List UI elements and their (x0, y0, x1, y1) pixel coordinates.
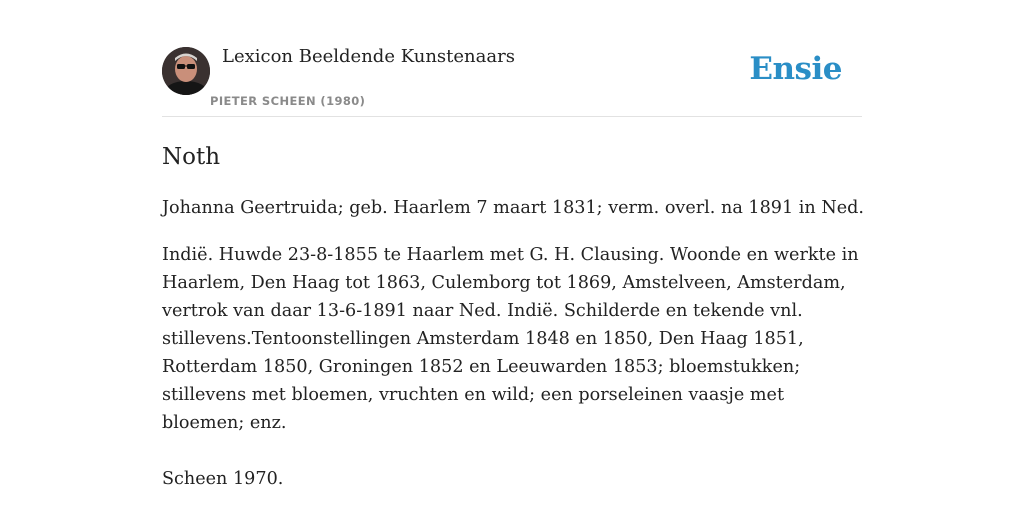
entry-paragraph-1: Johanna Geertruida; geb. Haarlem 7 maart 1831; verm. overl. na 1891 in Ned. (162, 198, 864, 218)
entry-paragraph-2: Indië. Huwde 23-8-1855 te Haarlem met G. H. Clausing. Woonde en werkte in Haarlem, Den Haag tot 1863, Culemborg tot 1869, Amstelveen, Amsterdam, vertrok van daar 13-6-1891 naar Ned. Indië. Schilderde en tekende vnl. stillevens.Tentoonstellingen Amsterdam 1848 en 1850, Den Haag 1851, Rotterdam 1850, Groningen 1852 en Leeuwarden 1853; bloemstukken; stillevens met bloemen, vruchten en wild; een porseleinen vaasje met bloemen; enz. (162, 245, 859, 433)
author-avatar[interactable] (162, 47, 210, 95)
entry-title: Noth (162, 144, 221, 170)
lexicon-title-link[interactable]: Lexicon Beeldende Kunstenaars (222, 46, 515, 67)
ensie-logo-link[interactable]: Ensie (749, 51, 842, 87)
entry-page (162, 46, 862, 493)
author-label: PIETER SCHEEN (1980) (210, 94, 366, 108)
header (162, 46, 862, 117)
author-photo-icon (162, 47, 210, 95)
entry-source: Scheen 1970. (162, 469, 284, 489)
